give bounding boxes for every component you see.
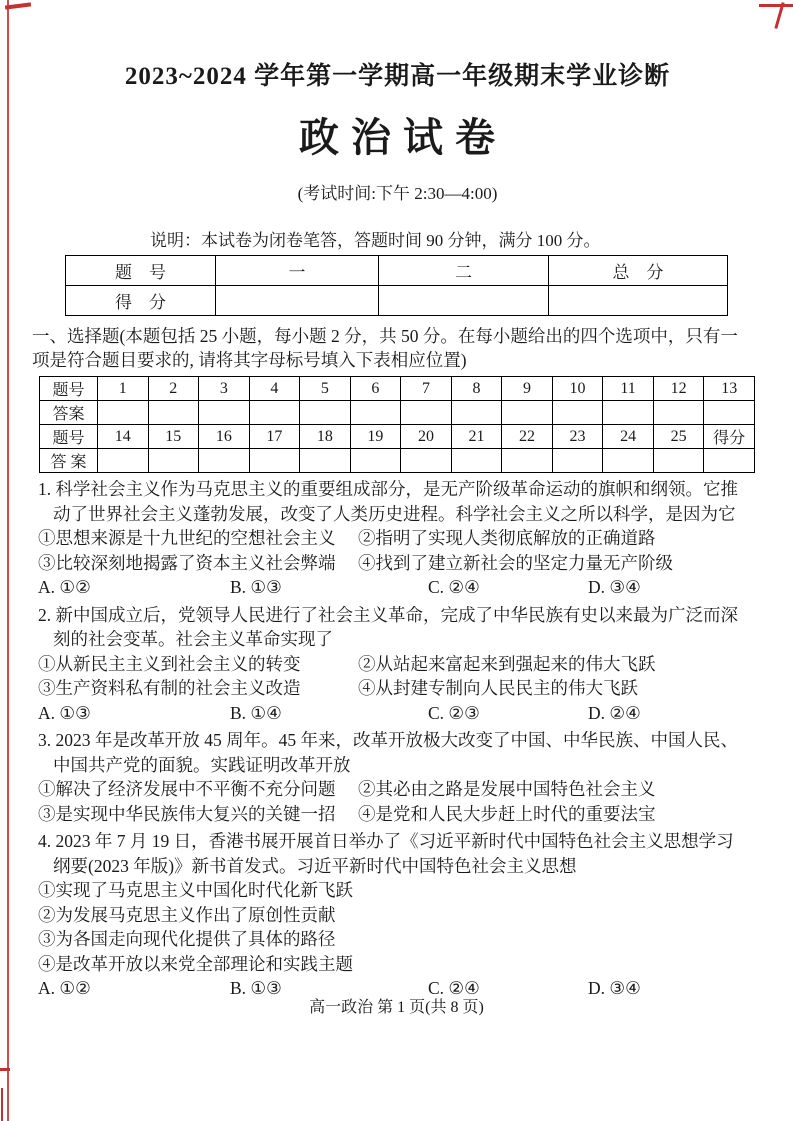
exam-time-note: (考试时间:下午 2:30—4:00) bbox=[297, 184, 498, 203]
choice-option: A. ①② bbox=[38, 577, 91, 597]
question bbox=[38, 728, 744, 826]
answer-table-cell: 22 bbox=[502, 425, 553, 449]
answer-table-cell: 13 bbox=[704, 377, 755, 401]
option-row bbox=[38, 526, 744, 551]
option-item: ③是实现中华民族伟大复兴的关键一招 bbox=[38, 803, 336, 824]
option-item: ①实现了马克思主义中国化时代化新飞跃 bbox=[38, 880, 353, 900]
question-stem: 4. 2023 年 7 月 19 日，香港书展开展首日举办了《习近平新时代中国特色社会主义思想学习纲要(2023 年版)》新书首发式。习近平新时代中国特色社会主义思想 bbox=[38, 831, 734, 876]
answer-table-cell: 18 bbox=[300, 425, 351, 449]
answer-table-cell bbox=[451, 401, 502, 425]
answer-table-cell: 17 bbox=[249, 425, 300, 449]
option-row bbox=[38, 952, 744, 977]
answer-table-cell: 16 bbox=[199, 425, 250, 449]
answer-table-cell: 8 bbox=[451, 377, 502, 401]
answer-table-cell bbox=[502, 401, 553, 425]
answer-table-cell: 4 bbox=[249, 377, 300, 401]
answer-table-row bbox=[40, 401, 755, 425]
answer-table-cell bbox=[401, 449, 452, 473]
option-item: ④找到了建立新社会的坚定力量无产阶级 bbox=[358, 552, 673, 573]
answer-table-row bbox=[40, 377, 755, 401]
answer-table-row-label: 题号 bbox=[40, 425, 98, 449]
score-table-cell-total bbox=[549, 286, 728, 316]
answer-table-cell bbox=[603, 449, 654, 473]
question bbox=[38, 477, 744, 600]
answer-table-cell: 12 bbox=[653, 377, 704, 401]
answer-table-row-label: 答 案 bbox=[40, 449, 98, 473]
answer-table-cell: 3 bbox=[199, 377, 250, 401]
option-item: ②其必由之路是发展中国特色社会主义 bbox=[358, 779, 656, 799]
answer-table-cell bbox=[603, 401, 654, 425]
answer-table bbox=[39, 376, 755, 473]
choice-option: D. ③④ bbox=[588, 577, 641, 597]
scan-mark-top-right-horizontal bbox=[759, 4, 793, 7]
choice-option: A. ①③ bbox=[38, 702, 91, 723]
option-item: ④是党和人民大步赶上时代的重要法宝 bbox=[358, 803, 656, 824]
answer-table-row bbox=[40, 425, 755, 449]
answer-table-cell bbox=[199, 449, 250, 473]
option-item: ④是改革开放以来党全部理论和实践主题 bbox=[38, 953, 353, 974]
score-table-col-part-two: 二 bbox=[379, 256, 549, 286]
option-item: ③生产资料私有制的社会主义改造 bbox=[38, 678, 301, 698]
choice-option: D. ②④ bbox=[588, 702, 641, 723]
choice-option: C. ②④ bbox=[428, 577, 480, 597]
option-row bbox=[38, 652, 744, 677]
score-table-label-defen: 得 分 bbox=[66, 286, 216, 316]
answer-table-cell: 9 bbox=[502, 377, 553, 401]
score-table-label-tihao: 题 号 bbox=[66, 256, 216, 286]
answer-table-row bbox=[40, 449, 755, 473]
answer-table-cell: 25 bbox=[653, 425, 704, 449]
score-table-cell-one bbox=[216, 286, 379, 316]
section-one-heading: 一、选择题(本题包括 25 小题，每小题 2 分，共 50 分。在每小题给出的四个选项中，只有一项是符合题目要求的, 请将其字母标号填入下表相应位置) bbox=[32, 326, 738, 370]
question-stem: 2. 新中国成立后，党领导人民进行了社会主义革命，完成了中华民族有史以来最为广泛而深刻的社会变革。社会主义革命实现了 bbox=[38, 604, 738, 649]
exam-instructions: 说明：本试卷为闭卷笔答，答题时间 90 分钟，满分 100 分。 bbox=[150, 231, 601, 250]
answer-table-cell: 23 bbox=[552, 425, 603, 449]
answer-table-row-label: 答案 bbox=[40, 401, 98, 425]
option-row bbox=[38, 878, 744, 903]
choice-option: A. ①② bbox=[38, 978, 91, 998]
scan-mark-bottom-left-tick bbox=[0, 1068, 10, 1071]
answer-table-cell: 2 bbox=[148, 377, 199, 401]
answer-table-cell: 19 bbox=[350, 425, 401, 449]
score-table-score-row bbox=[66, 286, 728, 316]
question bbox=[38, 603, 744, 726]
page-title: 2023~2024 学年第一学期高一年级期末学业诊断 bbox=[124, 63, 671, 90]
answer-table-cell: 1 bbox=[98, 377, 149, 401]
answer-table-cell: 21 bbox=[451, 425, 502, 449]
score-table-col-part-one: 一 bbox=[216, 256, 379, 286]
answer-table-cell: 14 bbox=[98, 425, 149, 449]
answer-table-cell: 11 bbox=[603, 377, 654, 401]
scan-mark-bottom-left-line bbox=[1, 1088, 3, 1121]
answer-table-cell: 10 bbox=[552, 377, 603, 401]
option-row bbox=[38, 676, 744, 701]
answer-table-cell bbox=[249, 449, 300, 473]
choices-row bbox=[38, 575, 744, 600]
option-row bbox=[38, 777, 744, 802]
answer-table-cell bbox=[502, 449, 553, 473]
option-item: ②指明了实现人类彻底解放的正确道路 bbox=[358, 528, 656, 548]
answer-table-cell bbox=[552, 401, 603, 425]
choice-option: B. ①③ bbox=[230, 577, 282, 597]
answer-table-cell bbox=[249, 401, 300, 425]
option-row bbox=[38, 903, 744, 928]
score-table-col-total: 总 分 bbox=[549, 256, 728, 286]
option-item: ④从封建专制向人民民主的伟大飞跃 bbox=[358, 678, 638, 698]
answer-table-cell bbox=[704, 401, 755, 425]
answer-table-cell bbox=[401, 401, 452, 425]
answer-table-cell: 20 bbox=[401, 425, 452, 449]
score-table-cell-two bbox=[379, 286, 549, 316]
score-table bbox=[65, 255, 728, 316]
answer-table-cell bbox=[148, 449, 199, 473]
questions-list bbox=[38, 477, 744, 1001]
option-row bbox=[38, 927, 744, 952]
answer-table-cell bbox=[350, 449, 401, 473]
option-row bbox=[38, 802, 744, 827]
option-item: ③比较深刻地揭露了资本主义社会弊端 bbox=[38, 552, 336, 573]
answer-table-cell bbox=[451, 449, 502, 473]
answer-table-cell: 15 bbox=[148, 425, 199, 449]
answer-table-cell bbox=[653, 449, 704, 473]
answer-table-cell: 得分 bbox=[704, 425, 755, 449]
scan-mark-left-line bbox=[7, 0, 9, 1121]
answer-table-cell: 6 bbox=[350, 377, 401, 401]
question-stem: 1. 科学社会主义作为马克思主义的重要组成部分，是无产阶级革命运动的旗帜和纲领。它推动了世界社会主义蓬勃发展，改变了人类历史进程。科学社会主义之所以科学，是因为它 bbox=[38, 479, 738, 524]
answer-table-cell bbox=[653, 401, 704, 425]
answer-table-cell bbox=[148, 401, 199, 425]
question bbox=[38, 829, 744, 1001]
answer-table-body bbox=[40, 377, 755, 473]
option-item: ②从站起来富起来到强起来的伟大飞跃 bbox=[358, 653, 656, 674]
option-item: ②为发展马克思主义作出了原创性贡献 bbox=[38, 904, 336, 925]
option-item: ①思想来源是十九世纪的空想社会主义 bbox=[38, 528, 336, 548]
choice-option: D. ③④ bbox=[588, 978, 641, 998]
page-footer: 高一政治 第 1 页(共 8 页) bbox=[309, 999, 484, 1016]
option-row bbox=[38, 551, 744, 576]
option-item: ①解决了经济发展中不平衡不充分问题 bbox=[38, 779, 336, 799]
answer-table-cell: 7 bbox=[401, 377, 452, 401]
score-table-header-row bbox=[66, 256, 728, 286]
question-stem: 3. 2023 年是改革开放 45 周年。45 年来，改革开放极大改变了中国、中华民族、中国人民、中国共产党的面貌。实践证明改革开放 bbox=[38, 730, 738, 775]
answer-table-cell: 24 bbox=[603, 425, 654, 449]
choice-option: C. ②④ bbox=[428, 978, 480, 998]
answer-table-cell: 5 bbox=[300, 377, 351, 401]
answer-table-cell bbox=[350, 401, 401, 425]
answer-table-row-label: 题号 bbox=[40, 377, 98, 401]
choice-option: C. ②③ bbox=[428, 702, 480, 723]
answer-table-cell bbox=[199, 401, 250, 425]
answer-table-cell bbox=[98, 449, 149, 473]
choice-option: B. ①④ bbox=[230, 702, 282, 723]
exam-subject-title: 政 治 试 卷 bbox=[299, 115, 496, 160]
answer-table-cell bbox=[704, 449, 755, 473]
option-item: ①从新民主主义到社会主义的转变 bbox=[38, 653, 301, 674]
option-item: ③为各国走向现代化提供了具体的路径 bbox=[38, 929, 336, 949]
answer-table-cell bbox=[300, 401, 351, 425]
answer-table-cell bbox=[98, 401, 149, 425]
choice-option: B. ①③ bbox=[230, 978, 282, 998]
answer-table-cell bbox=[300, 449, 351, 473]
choices-row bbox=[38, 701, 744, 726]
answer-table-cell bbox=[552, 449, 603, 473]
